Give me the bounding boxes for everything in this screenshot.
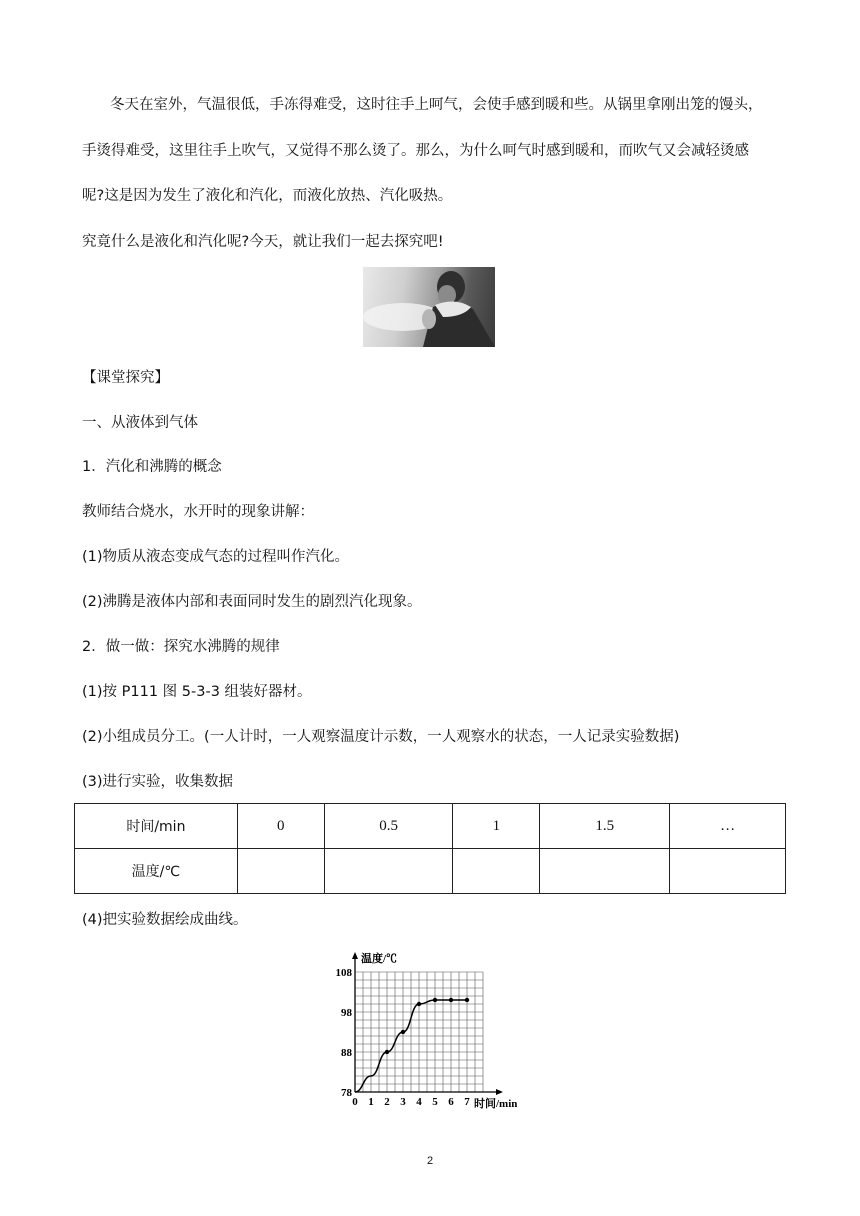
table-row xyxy=(75,804,786,849)
table-cell: 1 xyxy=(453,804,540,849)
x-tick-label: 3 xyxy=(400,1096,406,1108)
table-cell xyxy=(540,849,670,894)
page-number: 2 xyxy=(426,1155,434,1167)
x-tick-label: 5 xyxy=(432,1096,438,1108)
y-tick-label: 88 xyxy=(341,1047,352,1059)
data-point xyxy=(385,1050,389,1054)
definition-2: (2)沸腾是液体内部和表面同时发生的剧烈汽化现象。 xyxy=(82,594,422,610)
table-cell xyxy=(670,849,786,894)
data-point xyxy=(417,1002,421,1006)
breath-photo xyxy=(363,267,495,347)
x-tick-label: 7 xyxy=(464,1096,470,1108)
data-point xyxy=(433,998,437,1002)
temperature-time-chart xyxy=(335,945,535,1115)
step-4: (4)把实验数据绘成曲线。 xyxy=(82,912,248,928)
x-axis-arrow-icon xyxy=(496,1089,503,1095)
x-tick-label: 0 xyxy=(352,1096,358,1108)
step-1: (1)按 P111 图 5-3-3 组装好器材。 xyxy=(82,684,312,700)
section-heading: 【课堂探究】 xyxy=(82,370,169,386)
x-tick-label: 1 xyxy=(368,1096,374,1108)
definition-1: (1)物质从液态变成气态的过程叫作汽化。 xyxy=(82,549,350,565)
intro-line-4: 究竟什么是液化和汽化呢?今天，就让我们一起去探究吧! xyxy=(82,234,444,250)
item1-title: 1．汽化和沸腾的概念 xyxy=(82,459,222,475)
y-tick-label: 78 xyxy=(341,1087,352,1099)
table-cell xyxy=(453,849,540,894)
table-cell-header: 时间/min xyxy=(75,804,238,849)
intro-line-2: 手烫得难受，这里往手上吹气，又觉得不那么烫了。那么，为什么呵气时感到暖和，而吹气又会减轻烫感 xyxy=(82,143,749,159)
table-cell xyxy=(237,849,324,894)
y-tick-label: 108 xyxy=(335,967,352,979)
step-3: (3)进行实验，收集数据 xyxy=(82,774,234,790)
table-row xyxy=(75,849,786,894)
y-axis-arrow-icon xyxy=(352,952,358,959)
step-2: (2)小组成员分工。(一人计时，一人观察温度计示数，一人观察水的状态，一人记录实验数据) xyxy=(82,729,680,745)
table-cell: … xyxy=(670,804,786,849)
teacher-note: 教师结合烧水，水开时的现象讲解： xyxy=(82,504,314,520)
item2-title: 2．做一做：探究水沸腾的规律 xyxy=(82,639,280,655)
data-table xyxy=(74,803,786,894)
table-cell-header: 温度/℃ xyxy=(75,849,238,894)
part1-title: 一、从液体到气体 xyxy=(82,415,198,431)
person-breathing-illustration xyxy=(363,267,495,347)
table-cell: 1.5 xyxy=(540,804,670,849)
data-point xyxy=(401,1030,405,1034)
x-tick-label: 2 xyxy=(384,1096,390,1108)
table-cell: 0 xyxy=(237,804,324,849)
y-tick-label: 98 xyxy=(341,1007,352,1019)
intro-line-3: 呢?这是因为发生了液化和汽化，而液化放热、汽化吸热。 xyxy=(82,188,453,204)
table-cell xyxy=(324,849,453,894)
y-axis-label: 温度/℃ xyxy=(361,953,398,965)
intro-line-1: 冬天在室外，气温很低，手冻得难受，这时往手上呵气，会使手感到暖和些。从锅里拿刚出笼的馒头， xyxy=(110,97,763,113)
x-tick-label: 4 xyxy=(416,1096,422,1108)
x-tick-label: 6 xyxy=(448,1096,454,1108)
x-axis-label: 时间/min xyxy=(474,1098,518,1110)
table-cell: 0.5 xyxy=(324,804,453,849)
data-point xyxy=(449,998,453,1002)
data-point xyxy=(465,998,469,1002)
